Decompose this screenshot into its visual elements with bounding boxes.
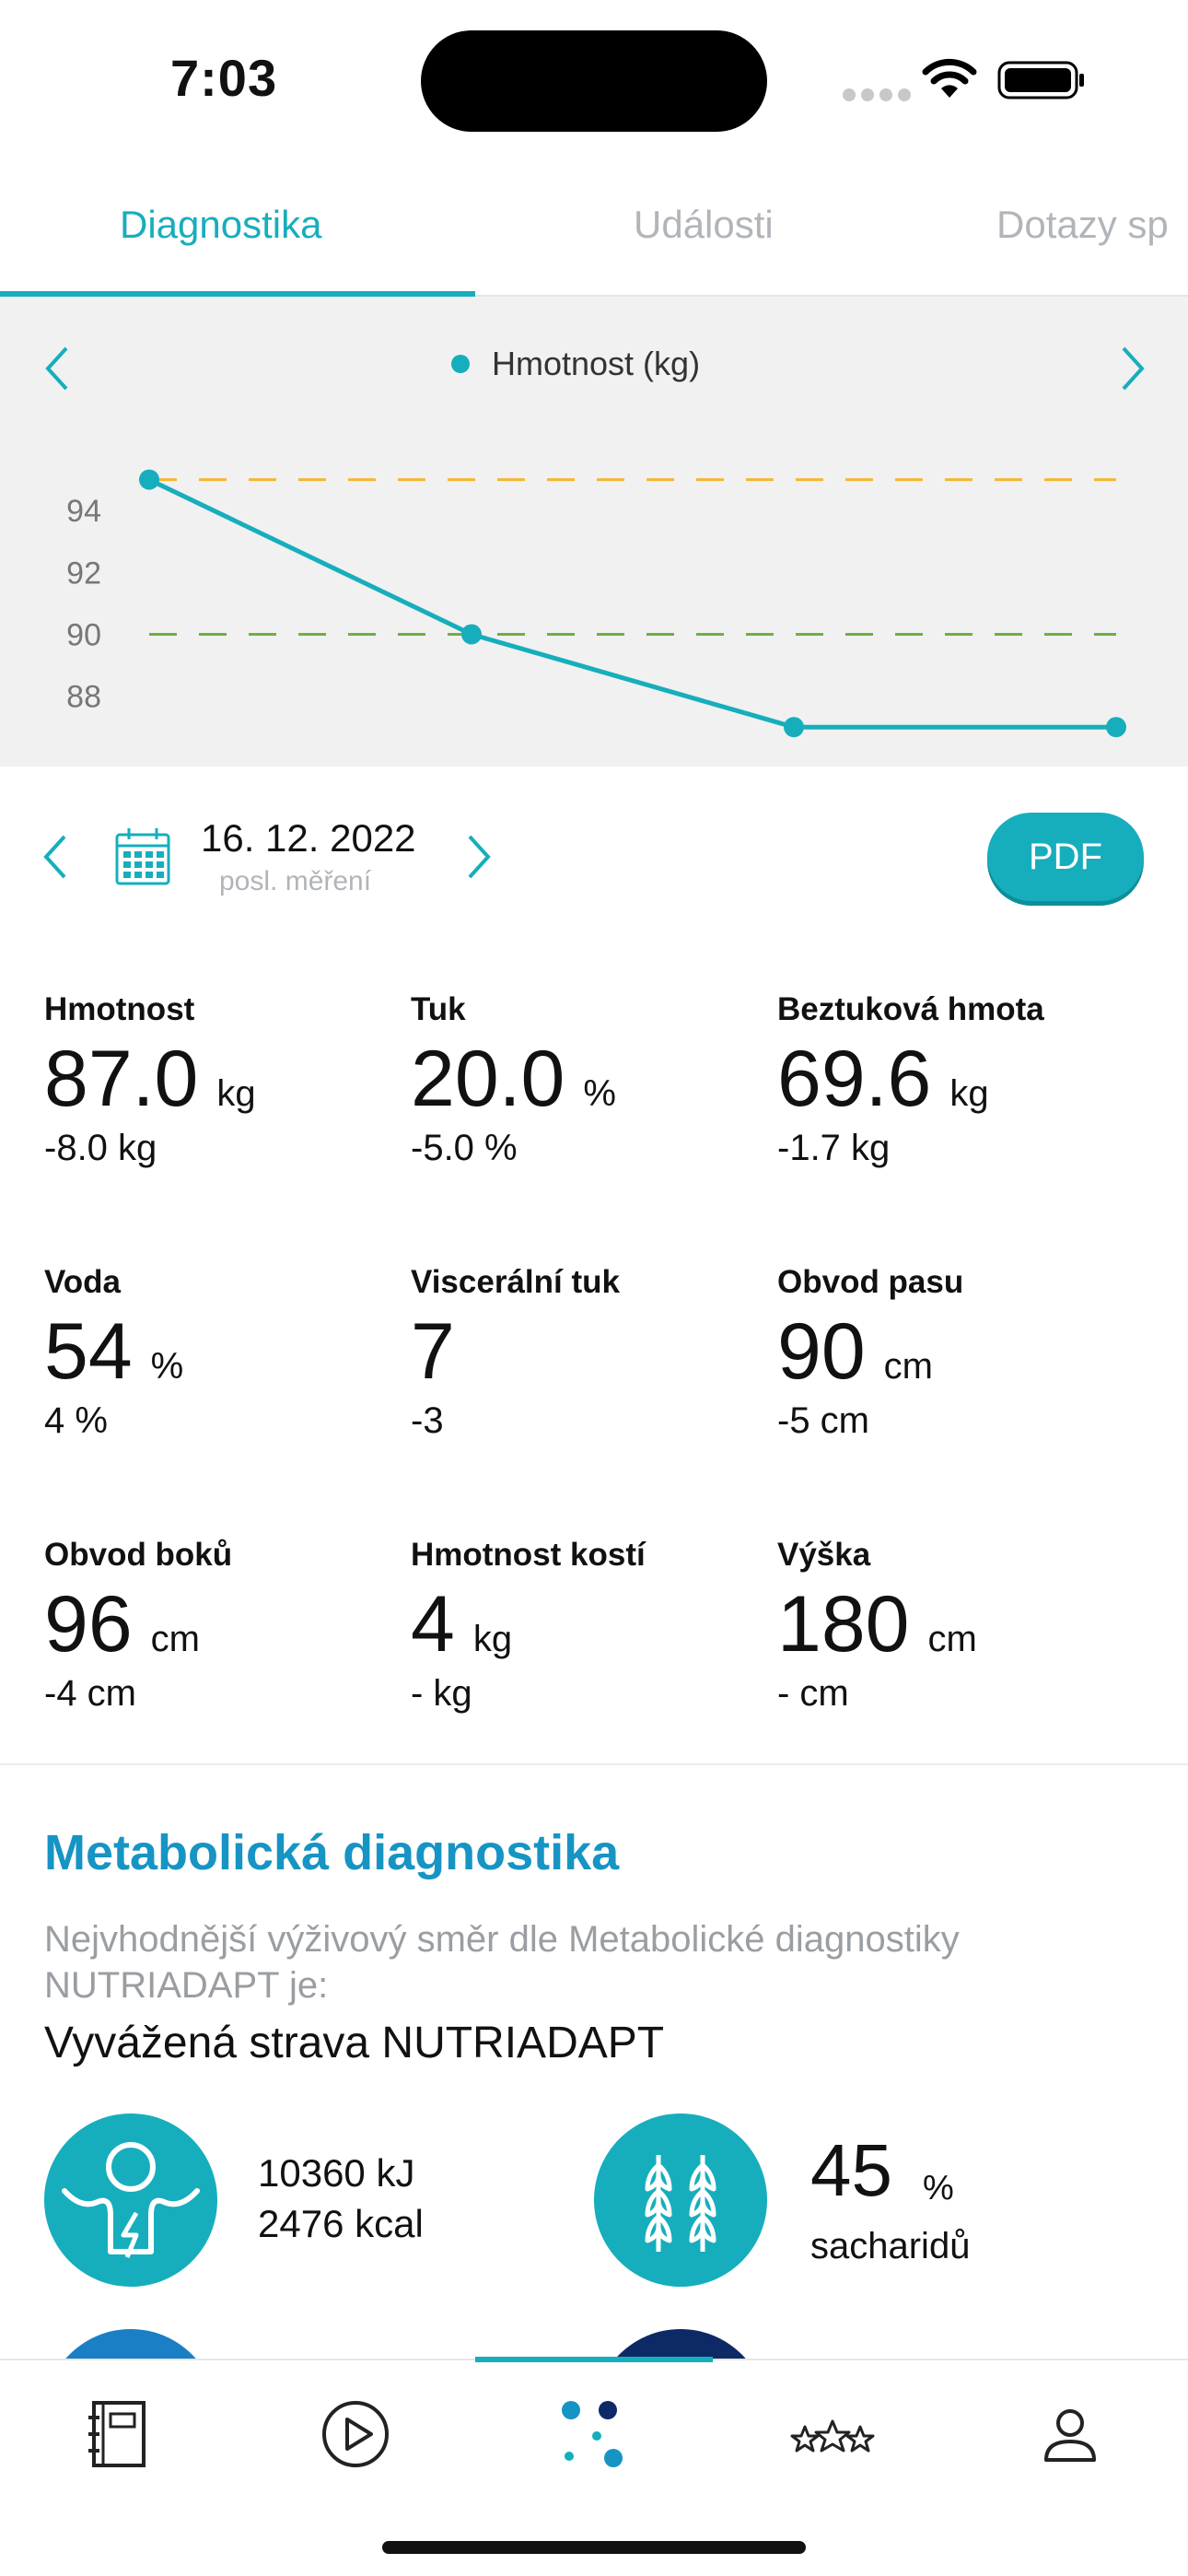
chevron-left-icon[interactable] bbox=[39, 343, 76, 394]
metric-unit: kg bbox=[949, 1073, 989, 1114]
pdf-button[interactable]: PDF bbox=[987, 813, 1144, 901]
metric-obvod-boku bbox=[44, 1537, 403, 1715]
section-description: Nejvhodnější výživový směr dle Metabolické diagnostiky NUTRIADAPT je: bbox=[44, 1919, 960, 2006]
wheat-icon bbox=[594, 2113, 767, 2287]
metric-visceralni-tuk bbox=[411, 1264, 770, 1442]
chart-legend bbox=[451, 345, 700, 383]
metric-value: 96 bbox=[44, 1580, 133, 1669]
calendar-icon[interactable] bbox=[114, 825, 171, 886]
metric-delta: - kg bbox=[411, 1673, 472, 1714]
stars-icon[interactable] bbox=[788, 2397, 877, 2471]
energy-kj bbox=[258, 2151, 414, 2195]
metric-unit: % bbox=[150, 1346, 184, 1387]
data-point bbox=[784, 717, 804, 737]
metric-value: 180 bbox=[777, 1580, 910, 1669]
metric-label: Tuk bbox=[411, 991, 466, 1027]
dots-icon[interactable] bbox=[556, 2397, 630, 2471]
tab-bar bbox=[0, 175, 1188, 297]
wifi-icon bbox=[921, 57, 978, 100]
metric-unit: cm bbox=[927, 1619, 977, 1659]
chevron-right-icon[interactable] bbox=[1114, 343, 1151, 394]
status-time: 7:03 bbox=[170, 49, 278, 107]
metric-label: Viscerální tuk bbox=[411, 1264, 620, 1300]
measurement-caption: posl. měření bbox=[219, 866, 372, 896]
diary-icon[interactable] bbox=[81, 2397, 155, 2471]
metric-label: Obvod boků bbox=[44, 1537, 233, 1573]
metric-value: 87.0 bbox=[44, 1035, 199, 1123]
energy-person-icon bbox=[44, 2113, 217, 2287]
metric-delta: -3 bbox=[411, 1400, 444, 1441]
status-bar bbox=[0, 0, 1188, 157]
metric-voda bbox=[44, 1264, 403, 1442]
metric-delta: - cm bbox=[777, 1673, 849, 1714]
tab-udalosti[interactable]: Události bbox=[634, 203, 774, 246]
metric-delta: -5 cm bbox=[777, 1400, 869, 1441]
metric-label: Hmotnost bbox=[44, 991, 195, 1027]
weight-chart bbox=[0, 297, 1188, 767]
metric-hmotnost-kosti bbox=[411, 1537, 770, 1715]
legend-dot bbox=[451, 355, 470, 373]
energy-kj-value: 10360 bbox=[258, 2151, 366, 2195]
energy-kcal bbox=[258, 2202, 424, 2246]
metric-label: Hmotnost kostí bbox=[411, 1537, 646, 1573]
metric-delta: -4 cm bbox=[44, 1673, 136, 1714]
metric-obvod-pasu bbox=[777, 1264, 1136, 1442]
metric-delta: -1.7 kg bbox=[777, 1128, 891, 1168]
metric-value: 4 bbox=[411, 1580, 455, 1669]
metric-label: Výška bbox=[777, 1537, 871, 1573]
metric-delta: -5.0 % bbox=[411, 1128, 518, 1168]
carbs-value: 45 bbox=[810, 2129, 892, 2211]
data-point bbox=[461, 624, 482, 644]
metric-beztukova-hmota bbox=[777, 991, 1136, 1169]
y-tick-label: 90 bbox=[66, 617, 101, 653]
metric-value: 90 bbox=[777, 1307, 866, 1396]
y-tick-label: 94 bbox=[66, 494, 101, 530]
metric-delta: 4 % bbox=[44, 1400, 108, 1441]
nav-active-indicator bbox=[475, 2357, 713, 2362]
metric-value: 69.6 bbox=[777, 1035, 932, 1123]
tab-dotazy[interactable]: Dotazy sp bbox=[996, 203, 1169, 246]
metric-label: Beztuková hmota bbox=[777, 991, 1044, 1027]
metric-unit: cm bbox=[150, 1619, 200, 1659]
section-title: Metabolická diagnostika bbox=[44, 1825, 620, 1880]
metric-value: 54 bbox=[44, 1307, 133, 1396]
energy-kcal-unit: kcal bbox=[355, 2202, 424, 2245]
battery-icon bbox=[997, 60, 1086, 100]
metric-tuk bbox=[411, 991, 770, 1169]
metric-value: 20.0 bbox=[411, 1035, 565, 1123]
data-point bbox=[1106, 717, 1126, 737]
metric-unit: % bbox=[583, 1073, 616, 1114]
carbs-unit: % bbox=[923, 2169, 954, 2207]
measurement-date: 16. 12. 2022 bbox=[201, 816, 416, 860]
next-date-icon[interactable] bbox=[460, 831, 497, 883]
series-line bbox=[149, 480, 1116, 728]
metric-unit: kg bbox=[216, 1073, 256, 1114]
dynamic-island bbox=[421, 30, 767, 132]
cellular-signal-icon bbox=[843, 88, 911, 101]
metric-label: Obvod pasu bbox=[777, 1264, 964, 1300]
carbs-label: sacharidů bbox=[810, 2226, 971, 2266]
data-point bbox=[139, 470, 159, 490]
date-row bbox=[0, 792, 1188, 921]
metric-label: Voda bbox=[44, 1264, 121, 1300]
y-tick-label: 88 bbox=[66, 679, 101, 715]
metric-unit: cm bbox=[883, 1346, 933, 1387]
y-tick-label: 92 bbox=[66, 556, 101, 591]
profile-icon[interactable] bbox=[1033, 2397, 1107, 2471]
metric-delta: -8.0 kg bbox=[44, 1128, 157, 1168]
energy-kcal-value: 2476 bbox=[258, 2202, 344, 2245]
metric-vyska bbox=[777, 1537, 1136, 1715]
tab-diagnostika[interactable]: Diagnostika bbox=[120, 203, 322, 246]
metric-hmotnost bbox=[44, 991, 403, 1169]
section-divider bbox=[0, 1763, 1188, 1765]
previous-date-icon[interactable] bbox=[37, 831, 74, 883]
legend-label: Hmotnost (kg) bbox=[492, 345, 701, 382]
metric-unit: kg bbox=[472, 1619, 513, 1659]
energy-kj-unit: kJ bbox=[376, 2151, 415, 2195]
metric-value: 7 bbox=[411, 1307, 455, 1396]
play-icon[interactable] bbox=[319, 2397, 392, 2471]
home-indicator bbox=[382, 2541, 806, 2554]
diet-result: Vyvážená strava NUTRIADAPT bbox=[44, 2019, 665, 2067]
